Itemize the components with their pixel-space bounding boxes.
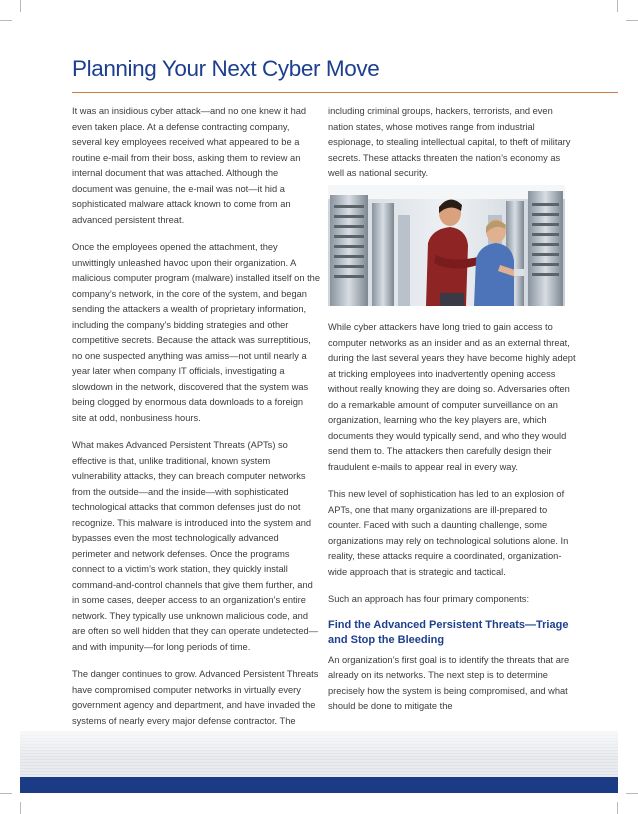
- crop-mark: [617, 802, 618, 814]
- crop-mark: [626, 20, 638, 21]
- paragraph: The danger continues to grow. Advanced Persistent Threats have compromised computer networks in virtually every government agency and department, and have invaded the systems of nearly every major defense contractor. The: [72, 669, 319, 726]
- footer-bar: [20, 777, 618, 793]
- right-column-top: [328, 104, 576, 194]
- crop-mark: [20, 0, 21, 12]
- paragraph: Such an approach has four primary components:: [328, 594, 530, 604]
- crop-mark: [626, 793, 638, 794]
- paragraph: An organization’s first goal is to identify the threats that are already on its networks. The next step is to determine precisely how the system is being compromised, and what should be done to mitigate the: [328, 654, 570, 711]
- server-room-photo: [328, 185, 565, 306]
- crop-mark: [0, 793, 12, 794]
- paragraph: This new level of sophistication has led to an explosion of APTs, one that many organizations are ill-prepared to counter. Faced with such a daunting challenge, some organizations may rely on technological solutions alone. In reality, these attacks require a coordinated, organization-wide approach that is strategic and tactical.: [328, 489, 569, 577]
- crop-mark: [617, 0, 618, 12]
- title-rule: [72, 92, 618, 93]
- paragraph: including criminal groups, hackers, terrorists, and even nation states, whose motives range from industrial espionage, to stealing intellectual capital, to theft of military secrets. These attacks threaten the nation’s economy as well as national security.: [328, 106, 571, 178]
- footer-texture-highlight: [20, 731, 618, 777]
- crop-mark: [20, 802, 21, 814]
- paragraph: Once the employees opened the attachment, they unwittingly unleashed havoc upon their organization. A malicious computer program (malware) installed itself on the company’s network, in the core of the system, and began sending the attackers a wealth of proprietary information, including the company’s bidding strategies and other competitive secrets. Because the attack was surreptitious, no one suspected anything was amiss—not until nearly a year later when company IT officials, investigating a slowdown in the network, discovered that the system was being clogged by enormous data downloads to a foreign site at odd, nonbusiness hours.: [72, 242, 321, 423]
- section-subheading: Find the Advanced Persistent Threats—Triage and Stop the Bleeding: [328, 618, 569, 646]
- paragraph: What makes Advanced Persistent Threats (APTs) so effective is that, unlike traditional, known system vulnerability attacks, they can breach computer networks from the outside—and the inside—with sophisticated technological attacks that common defenses just do not recognize. This malware is introduced into the system and bypasses even the most technologically advanced perimeter and network defenses. Once the programs connect to a victim’s work station, they quickly install command-and-control channels that give them further, and in some cases, deeper access to an organization’s entire network. They typically use unknown malicious code, and are often so well hidden that they can operate undetected—and with impunity—for long periods of time.: [72, 440, 319, 652]
- crop-mark: [0, 20, 12, 21]
- page-title: Planning Your Next Cyber Move: [72, 56, 380, 81]
- paragraph: It was an insidious cyber attack—and no one knew it had even taken place. At a defense contracting company, several key employees received what appeared to be a routine e-mail from their boss, asking them to review an internal document that was attached. Although the document was genuine, the e-mail was not—it hid a sophisticated malware attack known to come from an advanced persistent threat.: [72, 106, 307, 225]
- right-column-bottom: [328, 320, 576, 727]
- left-column: [72, 104, 320, 757]
- paragraph: While cyber attackers have long tried to gain access to computer networks as an insider and as an external threat, during the last several years they have become highly adept at tricking employees into inadvertently opening access without really knowing they are doing so. Adversaries often do a remarkable amount of computer surveillance on an organization, learning who the key players are, which documents they would typically send, and who they would send them to. The attackers then carefully design their fraudulent e-mails to appear real in every way.: [328, 322, 576, 472]
